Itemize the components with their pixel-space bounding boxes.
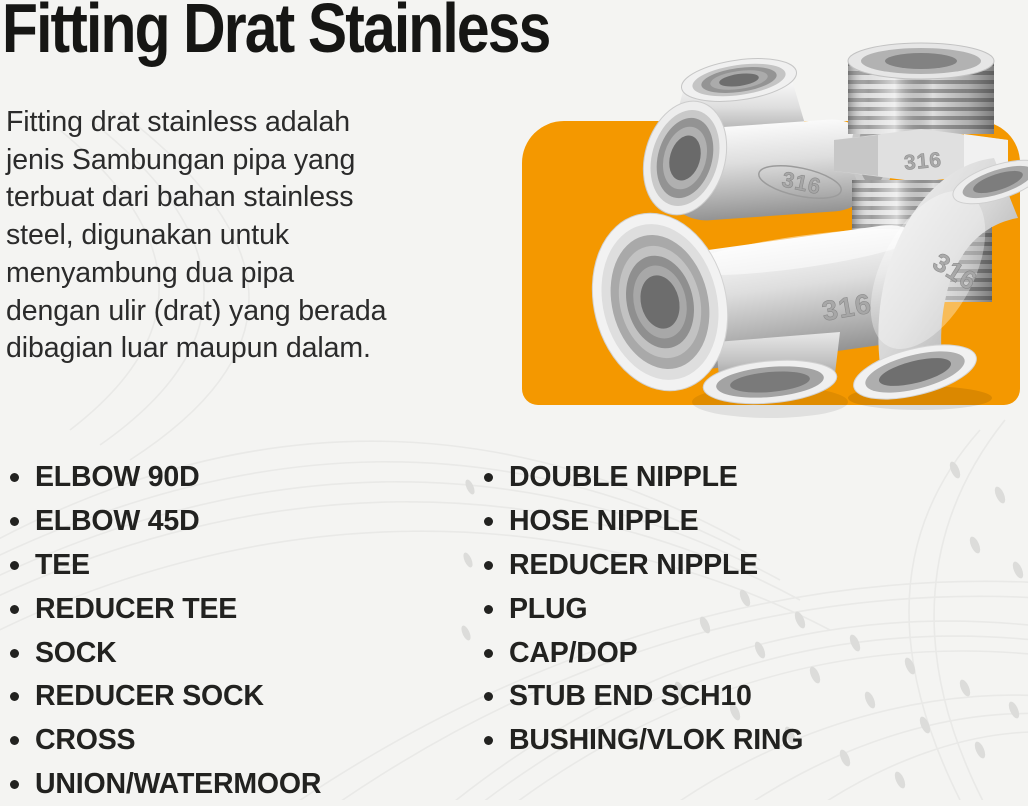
- grade-stamp: 316: [927, 246, 983, 297]
- fitting-list-item: [476, 719, 803, 763]
- fitting-list-item: [2, 456, 321, 500]
- bullet-dot-icon: [10, 473, 19, 482]
- fitting-list-item: [476, 587, 803, 631]
- fitting-list-item: [476, 544, 803, 588]
- fitting-name: REDUCER TEE: [35, 592, 238, 625]
- fitting-list-item: [2, 719, 321, 763]
- intro-line: jenis Sambungan pipa yang: [6, 143, 356, 176]
- fitting-list-item: [2, 544, 321, 588]
- bullet-dot-icon: [484, 561, 493, 570]
- bullet-dot-icon: [10, 780, 19, 789]
- bullet-dot-icon: [10, 561, 19, 570]
- fitting-list-item: [2, 587, 321, 631]
- fitting-name: REDUCER SOCK: [35, 680, 264, 713]
- bullet-dot-icon: [10, 736, 19, 745]
- fitting-list-item: [2, 763, 321, 806]
- grade-stamp: 316: [819, 287, 874, 327]
- bullet-dot-icon: [484, 649, 493, 658]
- bullet-dot-icon: [10, 692, 19, 701]
- intro-line: dengan ulir (drat) yang berada: [6, 294, 387, 327]
- bullet-dot-icon: [484, 736, 493, 745]
- fitting-name: TEE: [35, 548, 90, 581]
- fitting-name: CAP/DOP: [509, 636, 638, 669]
- fitting-name: BUSHING/VLOK RING: [509, 724, 804, 757]
- fitting-list-item: [476, 631, 803, 675]
- bullet-dot-icon: [10, 517, 19, 526]
- fitting-list-item: [476, 456, 803, 500]
- fitting-name: SOCK: [35, 636, 117, 669]
- fitting-name: REDUCER NIPPLE: [509, 548, 758, 581]
- intro-line: terbuat dari bahan stainless: [6, 181, 354, 214]
- intro-line: steel, digunakan untuk: [6, 219, 290, 252]
- fitting-name: HOSE NIPPLE: [509, 505, 699, 538]
- fitting-name: UNION/WATERMOOR: [35, 767, 322, 800]
- bullet-dot-icon: [484, 473, 493, 482]
- fitting-name: STUB END SCH10: [509, 680, 752, 713]
- intro-line: dibagian luar maupun dalam.: [6, 332, 371, 365]
- bullet-dot-icon: [10, 649, 19, 658]
- product-photo: [368, 30, 1028, 460]
- fitting-list-item: [476, 675, 803, 719]
- bullet-dot-icon: [484, 605, 493, 614]
- fitting-name: DOUBLE NIPPLE: [509, 461, 738, 494]
- page-title: Fitting Drat Stainless: [2, 0, 550, 67]
- bullet-dot-icon: [10, 605, 19, 614]
- intro-line: Fitting drat stainless adalah: [6, 106, 351, 138]
- fitting-list-item: [2, 631, 321, 675]
- fittings-list-left: [2, 456, 321, 806]
- intro-paragraph: [6, 104, 386, 368]
- grade-stamp: 316: [779, 166, 824, 200]
- fitting-name: ELBOW 45D: [35, 505, 200, 538]
- grade-stamp: 316: [903, 148, 943, 175]
- bullet-dot-icon: [484, 692, 493, 701]
- bullet-dot-icon: [484, 517, 493, 526]
- fitting-list-item: [476, 500, 803, 544]
- fittings-list-right: [476, 456, 803, 763]
- fitting-list-item: [2, 500, 321, 544]
- fitting-list-item: [2, 675, 321, 719]
- fitting-name: PLUG: [509, 592, 588, 625]
- intro-line: menyambung dua pipa: [6, 256, 295, 289]
- fitting-name: ELBOW 90D: [35, 461, 200, 494]
- fitting-name: CROSS: [35, 724, 136, 757]
